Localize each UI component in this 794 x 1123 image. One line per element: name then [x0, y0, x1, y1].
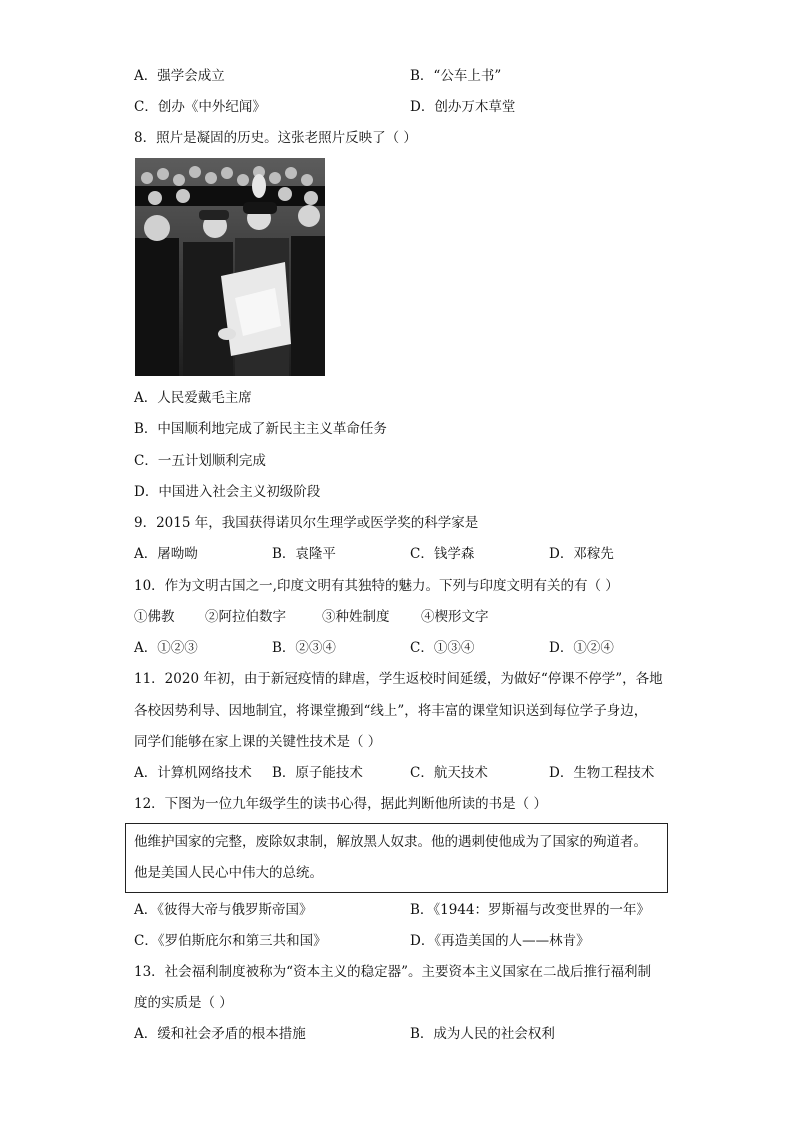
q7-option-d: D．创办万木草堂 — [410, 99, 516, 115]
q13-stem-line-1: 13．社会福利制度被称为“资本主义的稳定器”。主要资本主义国家在二战后推行福利制 — [134, 964, 651, 980]
q10-option-a: A．①②③ — [134, 640, 198, 656]
q9-option-d: D．邓稼先 — [549, 546, 614, 562]
q8-option-a: A．人民爱戴毛主席 — [134, 390, 252, 406]
q7-option-b: B．“公车上书” — [410, 68, 502, 84]
q9-option-b: B．袁隆平 — [272, 546, 336, 562]
q12-option-b: B．《1944：罗斯福与改变世界的一年》 — [410, 902, 651, 918]
q10-option-d: D．①②④ — [549, 640, 614, 656]
q11-stem-line-2: 各校因势利导、因地制宜，将课堂搬到“线上”，将丰富的课堂知识送到每位学子身边， — [134, 703, 648, 719]
q13-option-b: B．成为人民的社会权利 — [410, 1026, 555, 1042]
q8-option-b: B．中国顺利地完成了新民主主义革命任务 — [134, 421, 387, 437]
q8-option-d: D．中国进入社会主义初级阶段 — [134, 484, 321, 500]
q9-stem: 9．2015 年，我国获得诺贝尔生理学或医学奖的科学家是 — [134, 515, 479, 531]
q11-option-b: B．原子能技术 — [272, 765, 363, 781]
q12-option-d: D．《再造美国的人——林肯》 — [410, 933, 590, 949]
q11-option-d: D．生物工程技术 — [549, 765, 655, 781]
q7-option-c: C．创办《中外纪闻》 — [134, 99, 266, 115]
q10-item-3: ③种姓制度 — [322, 609, 390, 625]
q10-item-1: ①佛教 — [134, 609, 175, 625]
q10-stem: 10．作为文明古国之一,印度文明有其独特的魅力。下列与印度文明有关的有（ ） — [134, 578, 619, 594]
q13-stem-line-2: 度的实质是（ ） — [134, 995, 233, 1011]
q10-option-b: B．②③④ — [272, 640, 336, 656]
q12-stem: 12．下图为一位九年级学生的读书心得，据此判断他所读的书是（ ） — [134, 796, 547, 812]
historical-photo — [135, 158, 325, 376]
q9-option-a: A．屠呦呦 — [134, 546, 198, 562]
q11-option-a: A．计算机网络技术 — [134, 765, 252, 781]
q10-item-4: ④楔形文字 — [421, 609, 489, 625]
q9-option-c: C．钱学森 — [410, 546, 475, 562]
q12-option-c: C．《罗伯斯庇尔和第三共和国》 — [134, 933, 327, 949]
q8-option-c: C．一五计划顺利完成 — [134, 453, 266, 469]
q7-option-a: A．强学会成立 — [134, 68, 225, 84]
q11-option-c: C．航天技术 — [410, 765, 488, 781]
q10-item-2: ②阿拉伯数字 — [205, 609, 286, 625]
q13-option-a: A．缓和社会矛盾的根本措施 — [134, 1026, 306, 1042]
q10-option-c: C．①③④ — [410, 640, 475, 656]
historical-photo-icon — [135, 158, 325, 376]
q12-quote-line-1: 他维护国家的完整，废除奴隶制，解放黑人奴隶。他的遇刺使他成为了国家的殉道者。 — [134, 834, 647, 850]
q12-quote-line-2: 他是美国人民心中伟大的总统。 — [134, 865, 323, 881]
q8-stem: 8．照片是凝固的历史。这张老照片反映了（ ） — [134, 130, 417, 146]
q11-stem-line-1: 11．2020 年初，由于新冠疫情的肆虐，学生返校时间延缓，为做好“停课不停学”，各地 — [134, 671, 663, 687]
q12-option-a: A．《彼得大帝与俄罗斯帝国》 — [134, 902, 313, 918]
q11-stem-line-3: 同学们能够在家上课的关键性技术是（ ） — [134, 734, 382, 750]
